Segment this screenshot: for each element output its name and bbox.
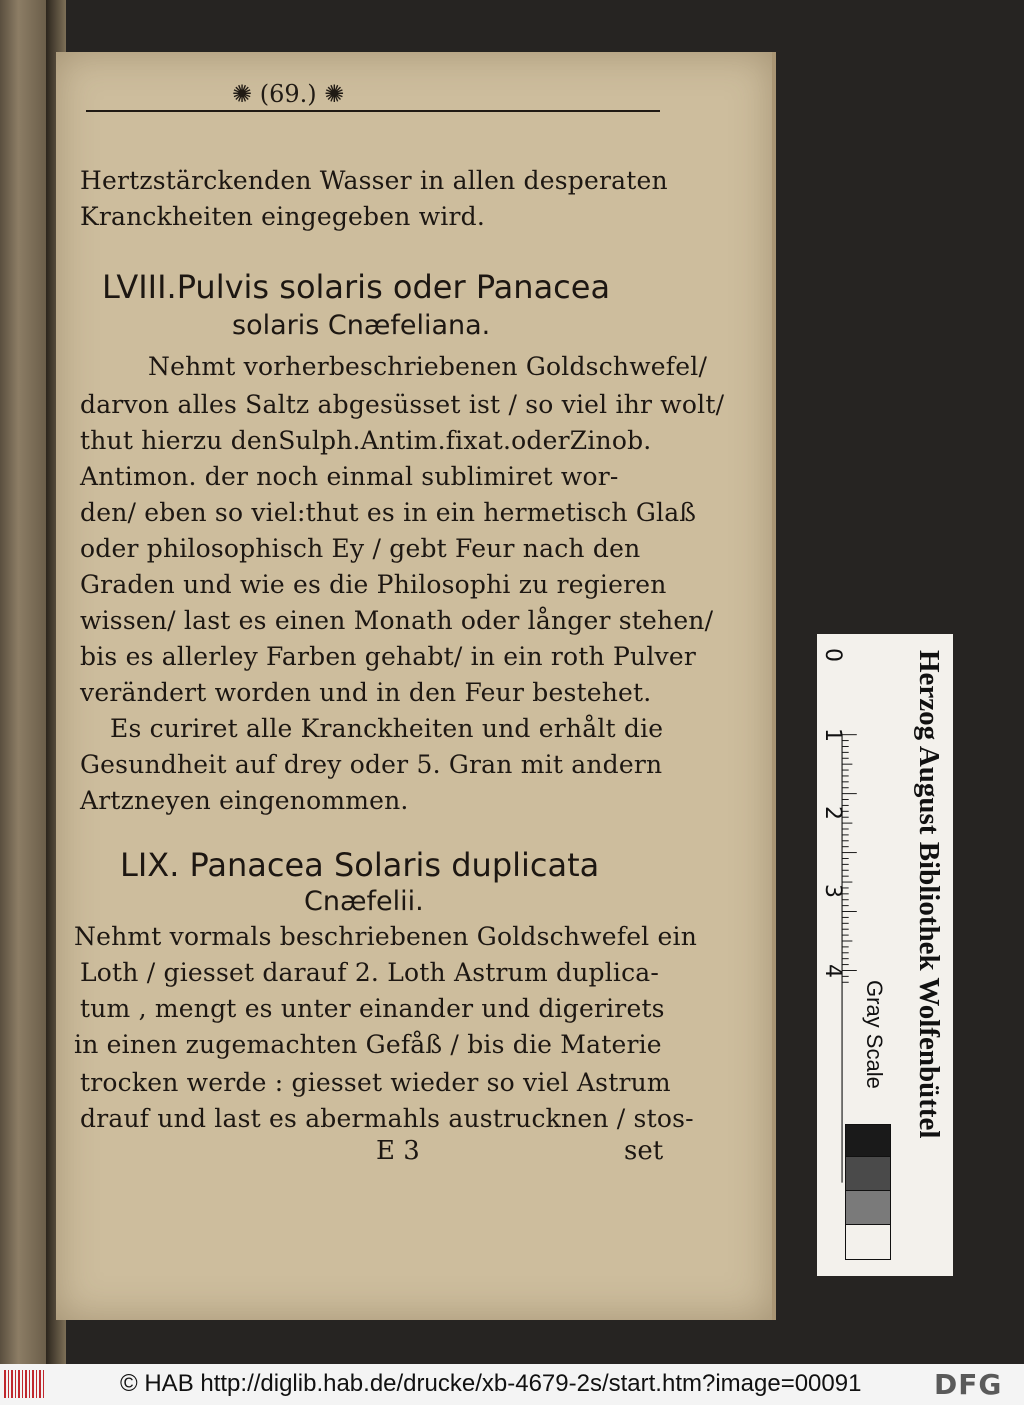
color-scale-card <box>817 634 953 1276</box>
ruler-number: 3 <box>820 884 845 898</box>
text-line: tum , mengt es unter einander und digerirets <box>80 994 665 1023</box>
text-line: Hertzstärckenden Wasser in allen desperaten <box>80 166 668 195</box>
citation-link[interactable]: © HAB http://diglib.hab.de/drucke/xb-4679-2s/start.htm?image=00091 <box>120 1370 862 1397</box>
text-line: trocken werde : giesset wieder so viel Astrum <box>80 1068 671 1097</box>
hab-logo-icon <box>4 1370 46 1398</box>
gray-swatch-white <box>845 1224 891 1260</box>
previous-page-edge <box>0 0 46 1364</box>
text-line: oder philosophisch Ey / gebt Feur nach den <box>80 534 641 563</box>
section-heading: LVIII.Pulvis solaris oder Panacea <box>102 268 611 306</box>
catchword: set <box>624 1136 664 1166</box>
ruler-number: 4 <box>820 964 845 978</box>
text-line: thut hierzu denSulph.Antim.fixat.oderZinob. <box>80 426 652 455</box>
ruler-number: 1 <box>820 728 845 742</box>
ruler-number: 0 <box>820 648 845 662</box>
section-heading: LIX. Panacea Solaris duplicata <box>120 846 600 884</box>
header-rule <box>86 110 660 112</box>
section-subheading: solaris Cnæfeliana. <box>232 310 491 341</box>
dfg-logo: DFG <box>934 1368 1003 1401</box>
gray-swatch-black <box>845 1124 891 1158</box>
text-line: darvon alles Saltz abgesüsset ist / so viel ihr wolt/ <box>80 390 725 419</box>
text-line: Kranckheiten eingegeben wird. <box>80 202 485 231</box>
text-line: wissen/ last es einen Monath oder långer stehen/ <box>80 606 714 635</box>
text-line: Nehmt vorherbeschriebenen Goldschwefel/ <box>148 352 708 381</box>
ornament-icon: ✺ <box>232 80 260 108</box>
footer-bar <box>0 1364 1024 1405</box>
page-number-header <box>232 80 344 108</box>
institution-label-wrap <box>909 650 949 1260</box>
text-line: in einen zugemachten Gefåß / bis die Materie <box>74 1030 662 1059</box>
institution-label: Herzog August Bibliothek Wolfenbüttel <box>913 650 945 1139</box>
section-subheading: Cnæfelii. <box>304 886 424 917</box>
text-line: drauf und last es abermahls austrucknen / stos- <box>80 1104 694 1133</box>
text-line: den/ eben so viel:thut es in ein hermetisch Glaß <box>80 498 697 527</box>
text-line: Nehmt vormals beschriebenen Goldschwefel ein <box>74 922 698 951</box>
text-line: Loth / giesset darauf 2. Loth Astrum duplica- <box>80 958 660 987</box>
gray-swatch-mid <box>845 1190 891 1226</box>
text-line: Gesundheit auf drey oder 5. Gran mit andern <box>80 750 663 779</box>
ornament-icon: ✺ <box>316 80 345 108</box>
text-line: bis es allerley Farben gehabt/ in ein roth Pulver <box>80 642 696 671</box>
text-line: Es curiret alle Kranckheiten und erhålt die <box>110 714 664 743</box>
signature-mark: E 3 <box>376 1136 420 1166</box>
page-number: (69.) <box>259 80 317 108</box>
ruler-number: 2 <box>820 806 845 820</box>
text-line: Antimon. der noch einmal sublimiret wor- <box>80 462 619 491</box>
text-line: verändert worden und in den Feur bestehet. <box>80 678 652 707</box>
text-line: Graden und wie es die Philosophi zu regieren <box>80 570 667 599</box>
text-line: Artzneyen eingenommen. <box>80 786 409 815</box>
gray-swatch-dark <box>845 1156 891 1192</box>
gray-scale-label: Gray Scale <box>862 980 887 1089</box>
